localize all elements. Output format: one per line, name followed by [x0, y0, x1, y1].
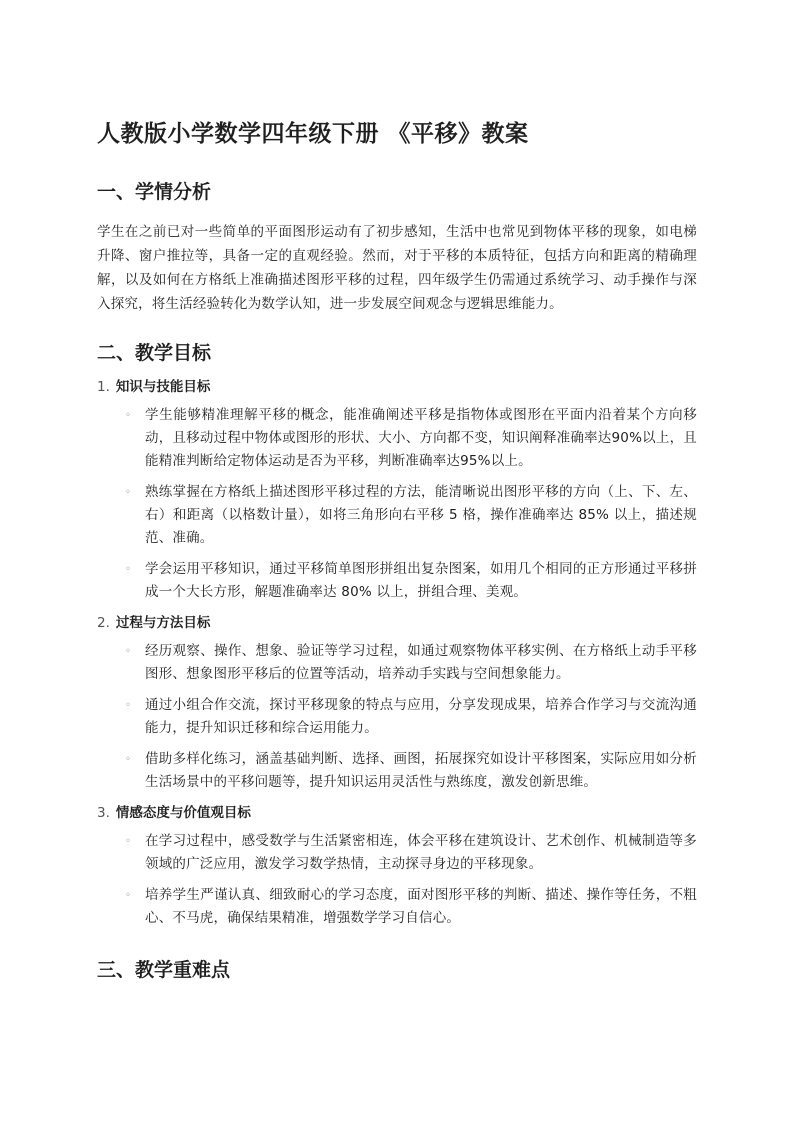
objective-process-methods: [97, 612, 697, 794]
bullet-icon: ◦: [125, 836, 132, 847]
objective-subitems: [97, 640, 697, 794]
list-item-text: 培养学生严谨认真、细致耐心的学习态度，面对图形平移的判断、描述、操作等任务，不粗心、不马虎，确保结果精准，增强数学学习自信心。: [145, 887, 697, 926]
bullet-icon: ◦: [125, 564, 132, 575]
objective-number: 2.: [97, 615, 110, 631]
list-item: [97, 748, 697, 794]
bullet-icon: ◦: [125, 700, 132, 711]
objective-subitems: [97, 404, 697, 604]
bullet-icon: ◦: [125, 410, 132, 421]
learning-analysis-paragraph: 学生在之前已对一些简单的平面图形运动有了初步感知，生活中也常见到物体平移的现象，如电梯升降、窗户推拉等，具备一定的直观经验。然而，对于平移的本质特征，包括方向和距离的精确理解，以及如何在方格纸上准确描述图形平移的过程，四年级学生仍需通过系统学习、动手操作与深入探究，将生活经验转化为数学认知，进一步发展空间观念与逻辑思维能力。: [97, 224, 697, 312]
list-item: [97, 830, 697, 876]
list-item-text: 学生能够精准理解平移的概念，能准确阐述平移是指物体或图形在平面内沿着某个方向移动，且移动过程中物体或图形的形状、大小、方向都不变，知识阐释准确率达90%以上，且能精准判断给定物体运动是否为平移，判断准确率达95%以上。: [145, 407, 697, 469]
bullet-icon: ◦: [125, 487, 132, 498]
objective-title: 知识与技能目标: [115, 379, 211, 395]
document-title: 人教版小学数学四年级下册 《平移》教案: [97, 121, 529, 147]
objective-number: 1.: [97, 379, 110, 395]
list-item: [97, 640, 697, 686]
objective-heading: [97, 802, 697, 824]
list-item: [97, 481, 697, 550]
document-page: [97, 118, 697, 984]
list-item-text: 经历观察、操作、想象、验证等学习过程，如通过观察物体平移实例、在方格纸上动手平移图形、想象图形平移后的位置等活动，培养动手实践与空间想象能力。: [145, 643, 697, 682]
objective-subitems: [97, 830, 697, 930]
objective-title: 过程与方法目标: [115, 615, 211, 631]
section-heading-key-difficulties: 三、教学重难点: [97, 959, 231, 981]
section-heading-teaching-objectives: 二、教学目标: [97, 342, 212, 364]
bullet-icon: ◦: [125, 646, 132, 657]
objective-heading: [97, 612, 697, 634]
list-item-text: 在学习过程中，感受数学与生活紧密相连，体会平移在建筑设计、艺术创作、机械制造等多领域的广泛应用，激发学习数学热情，主动探寻身边的平移现象。: [145, 833, 697, 872]
list-item: [97, 694, 697, 740]
list-item-text: 借助多样化练习，涵盖基础判断、选择、画图，拓展探究如设计平移图案，实际应用如分析生活场景中的平移问题等，提升知识运用灵活性与熟练度，激发创新思维。: [145, 751, 697, 790]
list-item: [97, 884, 697, 930]
objective-heading: [97, 376, 697, 398]
list-item: [97, 558, 697, 604]
list-item-text: 学会运用平移知识，通过平移简单图形拼组出复杂图案，如用几个相同的正方形通过平移拼成一个大长方形，解题准确率达 80% 以上，拼组合理、美观。: [145, 561, 697, 600]
section-heading-learning-analysis: 一、学情分析: [97, 181, 212, 203]
bullet-icon: ◦: [125, 754, 132, 765]
bullet-icon: ◦: [125, 890, 132, 901]
list-item-text: 通过小组合作交流，探讨平移现象的特点与应用，分享发现成果，培养合作学习与交流沟通能力，提升知识迁移和综合运用能力。: [145, 697, 697, 736]
objectives-list: [97, 376, 697, 930]
list-item-text: 熟练掌握在方格纸上描述图形平移过程的方法，能清晰说出图形平移的方向（上、下、左、右）和距离（以格数计量），如将三角形向右平移 5 格，操作准确率达 85% 以上，描述规范、准确。: [145, 484, 697, 546]
objective-title: 情感态度与价值观目标: [115, 805, 251, 821]
objective-knowledge-skills: [97, 376, 697, 604]
objective-emotion-values: [97, 802, 697, 930]
objective-number: 3.: [97, 805, 110, 821]
list-item: [97, 404, 697, 473]
